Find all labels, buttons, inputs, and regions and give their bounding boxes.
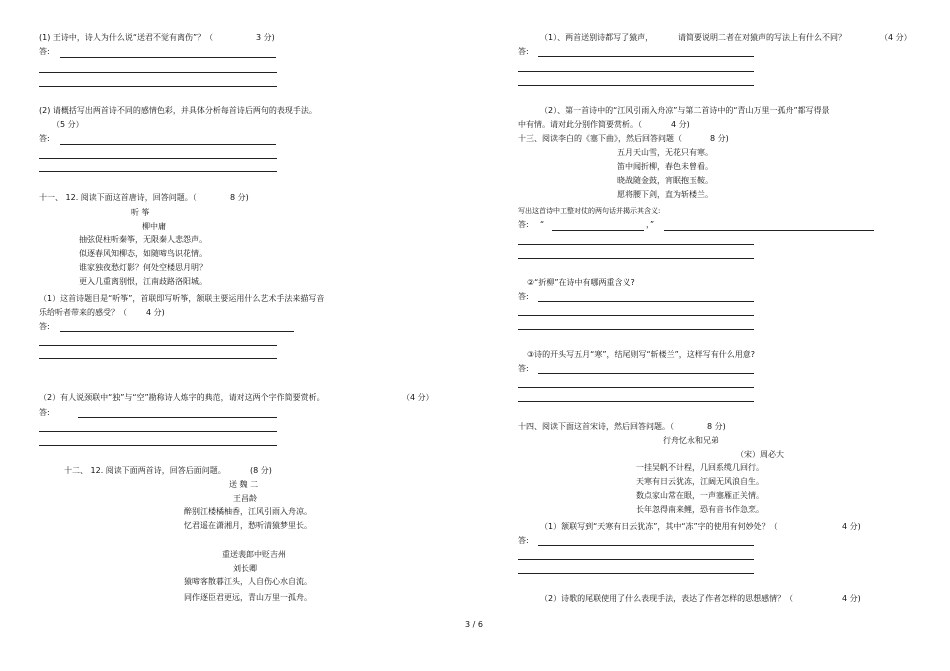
section-14-q1-answer-label: 答: [518,536,529,545]
answer-line[interactable] [60,144,276,145]
answer-line[interactable] [78,417,277,418]
poem-line: 猿啼客散暮江头，人自伤心水自流。 [184,577,312,586]
poem-title: 听 筝 [131,208,150,217]
right-q1-points: （4 分） [880,33,912,42]
section-11-q2-points: （4 分） [402,393,434,402]
poem-author: 王昌龄 [233,494,257,503]
answer-line[interactable] [518,329,754,330]
section-14-q1-text: （1）颔联写到“天寒有日云犹冻”，其中“冻”字的使用有何妙处？（ [540,522,778,531]
poem-line: 同作逐臣君更远，青山万里一孤舟。 [184,593,312,602]
poem-line: 晓战随金鼓，宵眠抱玉鞍。 [617,176,713,185]
poem-line: 谁家独夜愁灯影？何处空楼思月明？ [79,263,207,272]
section-14-q2-points: 4 分) [842,594,861,603]
section-13-heading: 十三、阅读李白的《塞下曲》，然后回答问题（ [518,134,682,143]
poem-title: 重送裴郎中贬吉州 [222,550,286,559]
answer-line[interactable] [39,345,277,346]
answer-line[interactable] [39,358,277,359]
poem-line: 五月天山雪，无花只有寒。 [617,148,713,157]
answer-line[interactable] [538,56,754,57]
left-q1-points: 3 分) [256,33,275,42]
left-q1-text: (1) 王诗中，诗人为什么说“送君不觉有离伤”？（ [39,33,214,42]
section-13-q1-text: 写出这首诗中工整对仗的两句话并揭示其含义: [518,207,661,215]
answer-line[interactable] [518,559,754,560]
section-13-q2-answer-label: 答: [518,292,529,301]
section-14-heading: 十四、阅读下面这首宋诗，然后回答问题。（ [518,422,674,431]
left-q1-answer-label: 答: [39,47,50,56]
section-12-points: (8 分) [250,466,272,475]
answer-line[interactable] [39,171,277,172]
right-q1-text2: 请简要说明二者在对猿声的写法上有什么不同？ [678,33,846,42]
poem-title: 送 魏 二 [229,480,259,489]
open-quote: “ [540,220,545,229]
section-11-points: 8 分) [230,193,249,202]
answer-line[interactable] [518,573,754,574]
answer-line[interactable] [39,86,277,87]
section-11-heading: 十一、 12. 阅读下面这首唐诗，回答问题。（ [39,193,197,202]
answer-line[interactable] [39,72,277,73]
answer-line[interactable] [39,158,277,159]
poem-line: 数点家山常在眼，一声塞雁正关情。 [636,491,764,500]
answer-line[interactable] [518,401,754,402]
poem-line: 长年忽得南来鲤，恐有音书作急烹。 [636,505,764,514]
poem-title: 行舟忆永和兄弟 [663,436,719,445]
answer-line[interactable] [39,445,277,446]
section-11-q1-line2: 乐给听者带来的感受？（ [39,308,127,317]
answer-line[interactable] [538,301,754,302]
page-number: 3 / 6 [465,620,483,629]
answer-line[interactable] [552,230,644,231]
section-13-points: 8 分) [710,134,729,143]
left-q2-text: (2) 请概括写出两首诗不同的感情色彩，并具体分析每首诗后两句的表现手法。 [39,106,317,115]
left-q2-answer-label: 答: [39,134,50,143]
answer-line[interactable] [518,315,754,316]
answer-line[interactable] [60,331,294,332]
section-12-heading: 十二、 12. 阅读下面两首诗，回答后面问题。 [64,466,226,475]
answer-line[interactable] [518,71,754,72]
answer-line[interactable] [60,57,276,58]
section-11-q1-points: 4 分) [146,308,165,317]
poem-line: 似逐春风知柳态，如随啼鸟识花情。 [79,249,207,258]
section-13-q1-answer-label: 答: [518,220,529,229]
section-11-q2-answer-label: 答: [39,408,50,417]
section-11-q1-line1: （1）这首诗题目是“听筝”，首联即写听筝，颔联主要运用什么艺术手法来描写音 [39,294,325,303]
answer-line[interactable] [664,230,874,231]
poem-line: 笛中闻折柳，春色未曾看。 [617,162,713,171]
mid-quote: ，” [646,220,655,229]
poem-author: 柳中庸 [142,222,166,231]
section-14-points: 8 分) [707,422,726,431]
poem-line: 一挂吴帆不计程，几回系缆几回行。 [636,463,764,472]
section-13-q3-answer-label: 答: [518,364,529,373]
poem-line: 天寒有日云犹冻，江阔无风浪自生。 [636,477,764,486]
section-13-q3-text: ③诗的开头写五月“寒”，结尾则写“斩楼兰”，这样写有什么用意? [527,350,755,359]
poem-line: 醉别江楼橘柚香，江风引雨入舟凉。 [184,507,312,516]
right-q2-points: 4 分) [671,120,690,129]
right-q1-text: （1）、两首送别诗都写了猿声， [540,33,654,42]
poem-line: 愿将腰下剑，直为斩楼兰。 [617,190,713,199]
section-13-q2-text: ②“折柳”在诗中有哪两重含义? [527,278,635,287]
answer-line[interactable] [518,258,754,259]
poem-author: （宋）周必大 [736,450,784,459]
right-q2-line1: （2）、第一首诗中的“江风引雨入舟凉”与第二首诗中的“青山万里一孤舟”都写得景 [540,106,830,115]
answer-line[interactable] [538,373,754,374]
section-14-q2-text: （2）诗歌的尾联使用了什么表现手法，表达了作者怎样的思想感情？（ [540,594,794,603]
poem-line: 忆君遥在潇湘月，愁听清猿梦里长。 [184,521,312,530]
answer-line[interactable] [518,85,754,86]
answer-line[interactable] [518,387,754,388]
right-q1-answer-label: 答: [518,47,529,56]
poem-line: 更入几重离别恨，江南歧路洛阳城。 [79,277,207,286]
answer-line[interactable] [538,545,754,546]
left-q2-points: （5 分） [52,120,84,129]
section-14-q1-points: 4 分) [842,522,861,531]
poem-author: 刘长卿 [233,564,257,573]
section-11-q1-answer-label: 答: [39,322,50,331]
answer-line[interactable] [39,431,277,432]
right-q2-line2: 中有情。请对此分别作简要赏析。（ [518,120,642,129]
poem-line: 抽弦促柱听秦筝，无限秦人悲怨声。 [79,235,207,244]
section-11-q2-text: （2）有人说颈联中“独”与“空”勘称诗人炼字的典范，请对这两个字作简要赏析。 [39,393,325,402]
answer-line[interactable] [518,244,754,245]
